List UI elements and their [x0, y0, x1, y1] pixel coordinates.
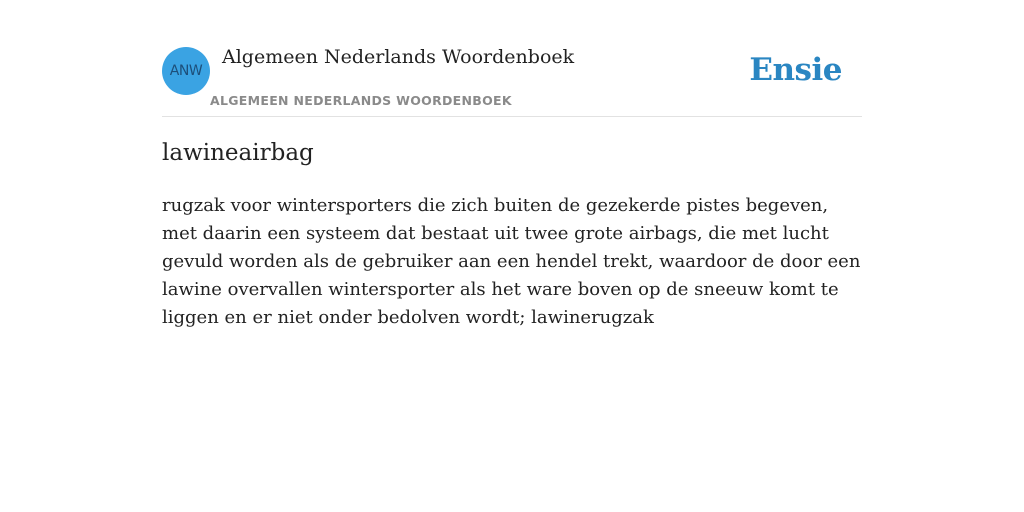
entry-word: lawineairbag — [162, 140, 314, 166]
avatar-logo-text: ANW — [169, 63, 203, 79]
header — [162, 0, 862, 117]
source-title[interactable]: Algemeen Nederlands Woordenboek — [222, 46, 575, 68]
avatar[interactable] — [162, 47, 210, 95]
entry-definition: rugzak voor wintersporters die zich buiten de gezekerde pistes begeven, met daarin een systeem dat bestaat uit twee grote airbags, die met lucht gevuld worden als de gebruiker aan een hendel trekt, waardoor de door een lawine overvallen wintersporter als het ware boven op de sneeuw komt te liggen en er niet onder bedolven wordt; lawinerugzak — [162, 195, 861, 328]
page-container — [162, 0, 862, 512]
brand-logo[interactable]: Ensie — [749, 52, 842, 88]
source-subtitle: ALGEMEEN NEDERLANDS WOORDENBOEK — [210, 93, 512, 108]
